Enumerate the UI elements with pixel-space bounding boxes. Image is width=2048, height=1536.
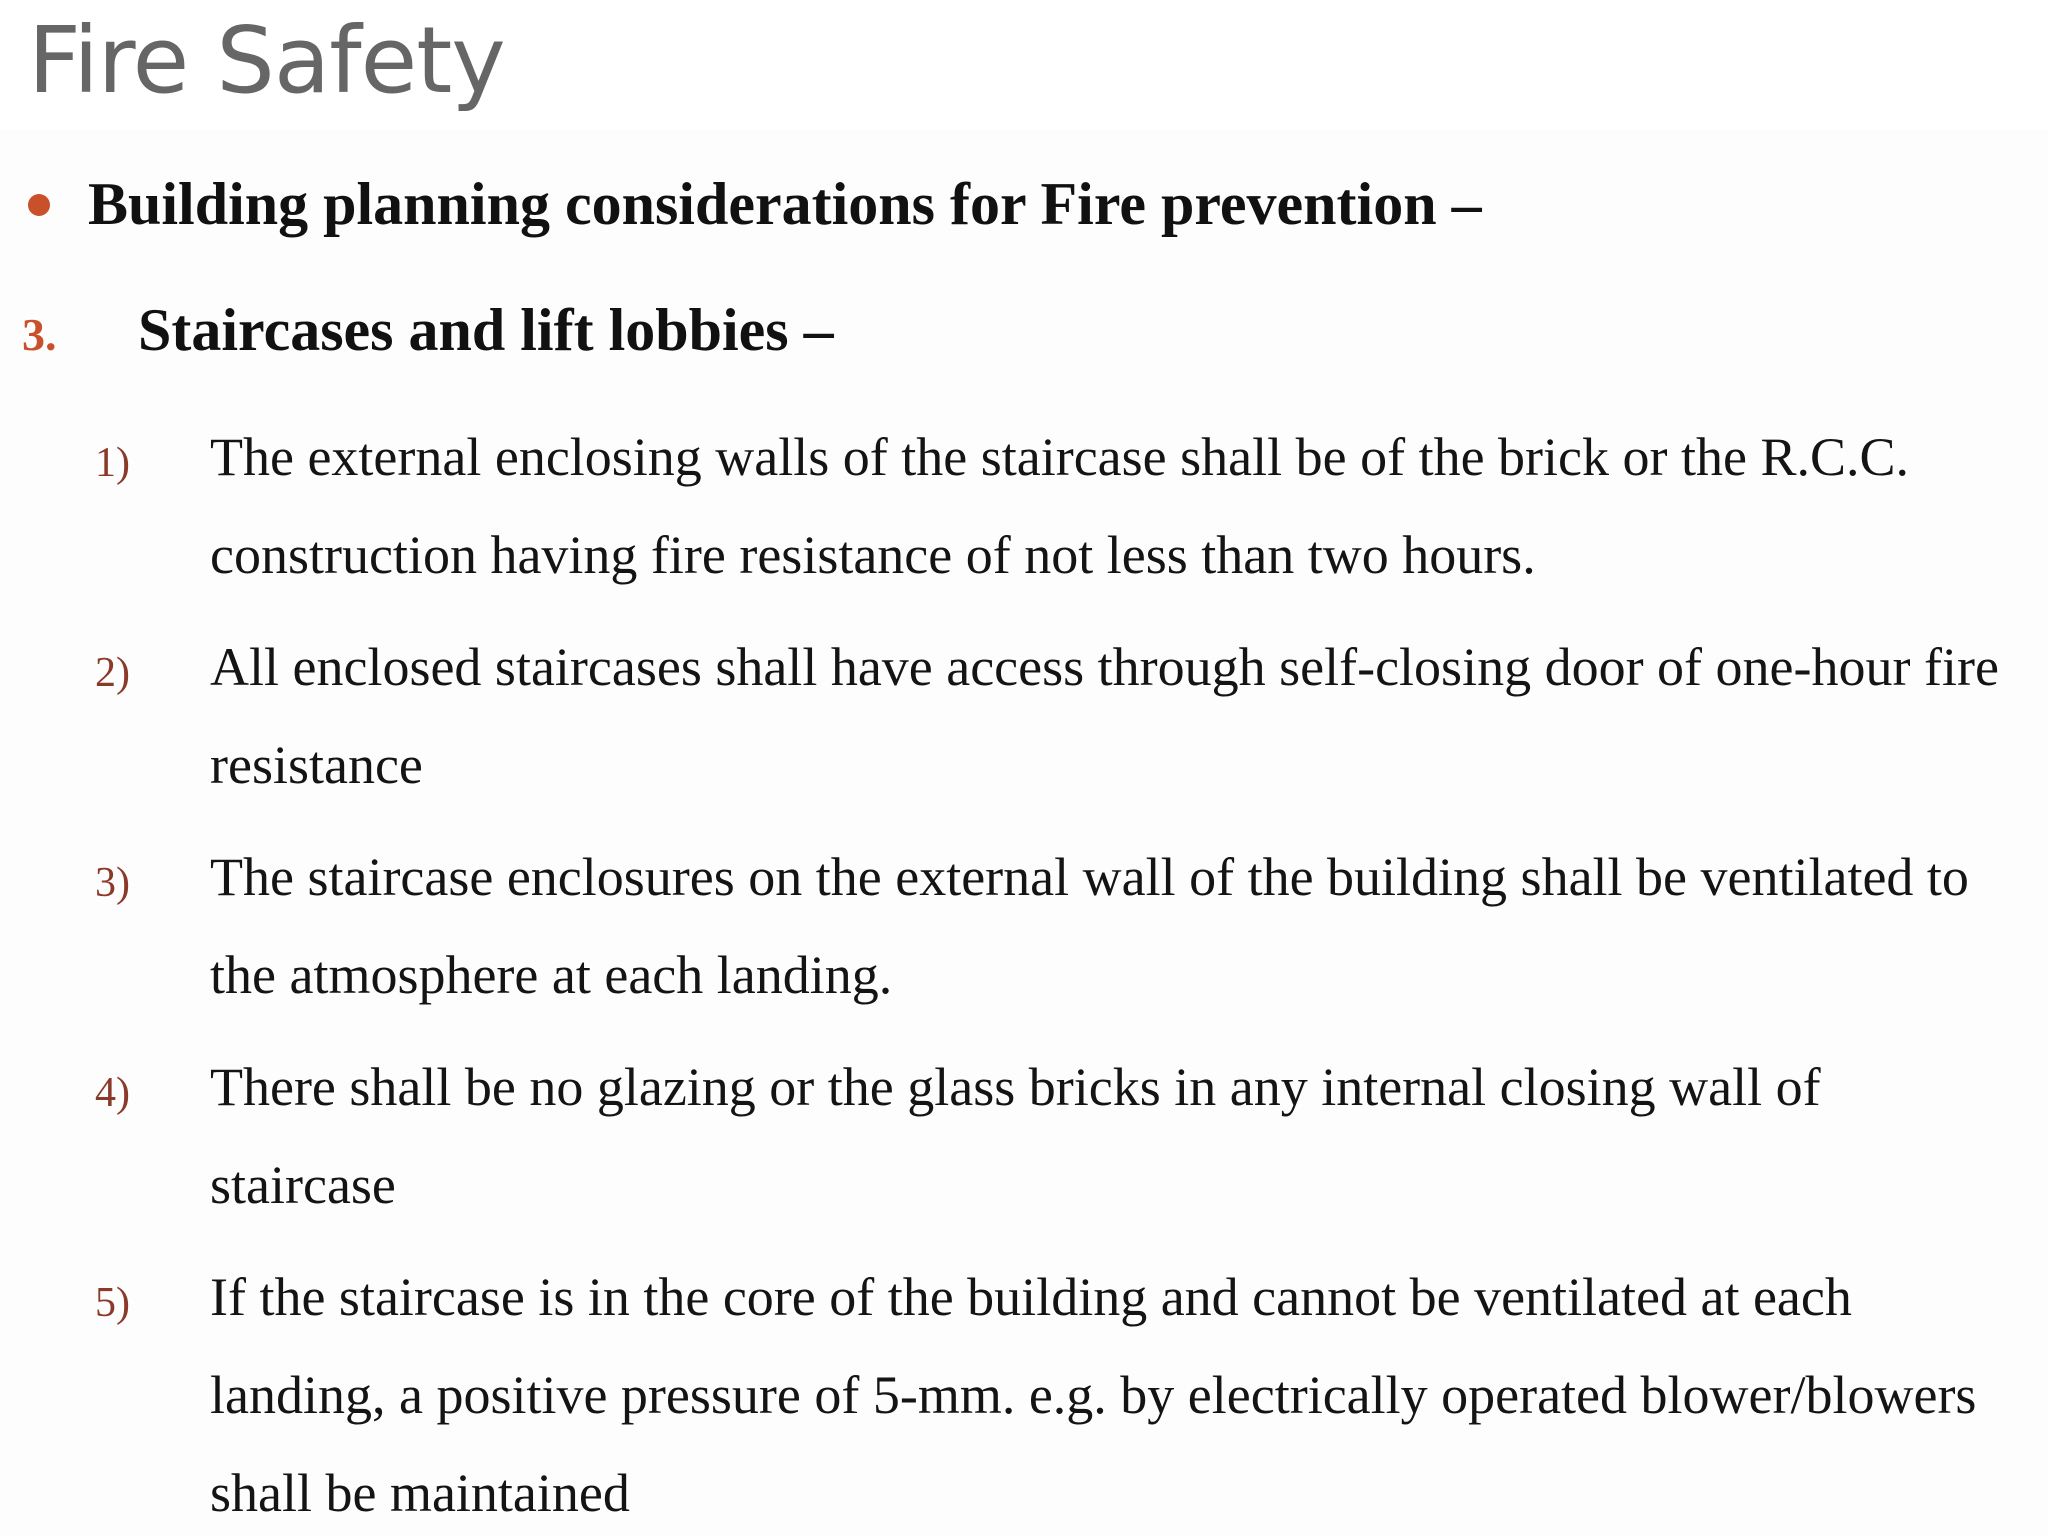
section-number: 3. xyxy=(22,309,57,360)
list-item-number: 3) xyxy=(95,860,130,906)
list-item-number: 1) xyxy=(95,440,130,486)
list-item-text: All enclosed staircases shall have access through self-closing door of one-hour fire resistance xyxy=(210,637,1999,795)
numbered-list xyxy=(0,408,2048,1536)
list-item-number: 2) xyxy=(95,650,130,696)
list-item-number: 5) xyxy=(95,1280,130,1326)
slide-title: Fire Safety xyxy=(28,7,505,114)
main-bullet-text: Building planning considerations for Fire prevention – xyxy=(88,171,1482,237)
list-item-text: There shall be no glazing or the glass bricks in any internal closing wall of staircase xyxy=(210,1057,1821,1215)
section-heading xyxy=(22,296,834,365)
list-item-text: The staircase enclosures on the external wall of the building shall be ventilated to the atmosphere at each landing. xyxy=(210,847,1969,1005)
section-heading-text: Staircases and lift lobbies – xyxy=(138,297,834,363)
list-item xyxy=(0,618,2048,814)
list-item xyxy=(0,1248,2048,1536)
list-item xyxy=(0,1038,2048,1234)
main-bullet xyxy=(22,170,1482,239)
bullet-dot-icon xyxy=(28,194,50,216)
list-item xyxy=(0,828,2048,1024)
list-item-text: If the staircase is in the core of the building and cannot be ventilated at each landing, a positive pressure of 5-mm. e.g. by electrically operated blower/blowers shall be maintained xyxy=(210,1267,1977,1523)
list-item-number: 4) xyxy=(95,1070,130,1116)
list-item xyxy=(0,408,2048,604)
list-item-text: The external enclosing walls of the staircase shall be of the brick or the R.C.C. construction having fire resistance of not less than two hours. xyxy=(210,427,1909,585)
